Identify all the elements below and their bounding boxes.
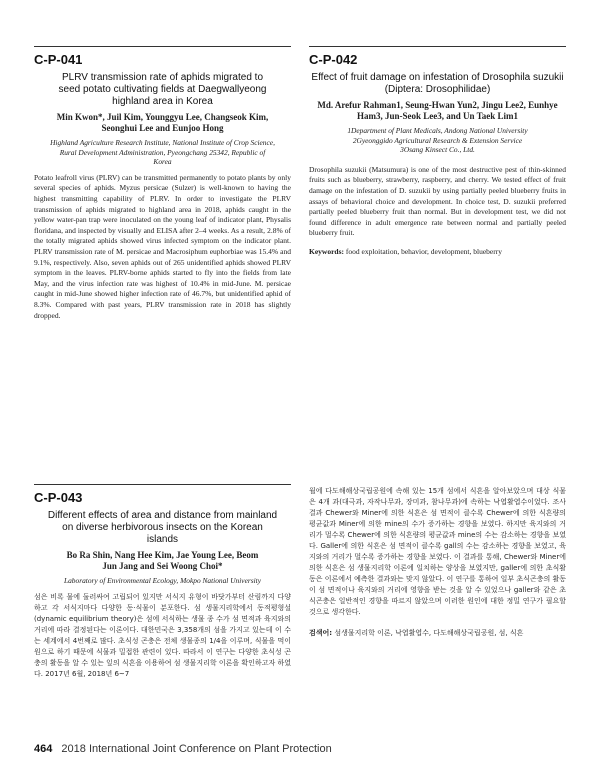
abstract-title-c043: Different effects of area and distance from mainland on diverse herbivorous insects on the Korean islands bbox=[47, 510, 278, 545]
top-left-rule bbox=[34, 46, 291, 47]
abstract-title-c042-line1: Effect of fruit damage on infestation of Drosophila suzukii bbox=[311, 72, 564, 83]
abstract-body-c041: Potato leafroll virus (PLRV) can be transmitted permanently to potato plants by only several species of aphids. Myzus persicae (Sulzer) is well-known to having the highest transmitting capability of PLRV. In order to investigate the PLRV transmission of aphids migrated to highland area in 2018, aphids caught in the yellow water-pan trap were inoculated on the young leaf of indicator plant, Physalis floridana, and inspected by visually and ELISA after 2–4 weeks. As a result, 2.8% of the totally migrated aphids showed virus infected symptom on the indicator plant. PLRV transmission rate of M. persicae and Macrosiphum euphorbiae was 15.4% and 9.1%, respectively. Also, seven aphids out of 265 unidentified aphids showed PLRV symptom in the leaves. PLRV-borne aphids started to fly into the fields from late May, and the virus infection rate was highest of 10.4% in mid-June. M. persicae caught in mid-June showed higher infection rate of 46.7%, but unidentified aphid of 8.3%. Compared with past years, PLRV transmission rate in 2018 has slightly dropped. bbox=[34, 172, 291, 320]
abstract-affiliation-c043: Laboratory of Environmental Ecology, Mokpo National University bbox=[64, 576, 261, 585]
abstract-body-c042: Drosophila suzukii (Matsumura) is one of the most destructive pest of thin-skinned fruits such as blueberry, strawberry, raspberry, and cherry. We tested effect of fruit damage on the infestation of D. suzukii by using partially peeled blueberry fruits in assays of behavioral choice and development. In choice test, D. suzukii preferred partially peeled blueberry fruit than normal. But in development test, we did not found difference in adult emergence rate between normal and partially peeled blueberry fruit. bbox=[309, 164, 566, 238]
abstract-code-c042: C-P-042 bbox=[309, 52, 358, 67]
abstract-c043-continued bbox=[309, 486, 566, 639]
abstract-c043 bbox=[34, 510, 291, 680]
keywords-text: food exploitation, behavior, development, blueberry bbox=[345, 246, 502, 256]
conference-name: 2018 International Joint Conference on Plant Protection bbox=[61, 743, 332, 755]
abstract-c041 bbox=[34, 72, 291, 321]
abstract-keywords-c043 bbox=[309, 628, 566, 639]
affiliation-2: 2Gyeonggido Agricultural Research & Extension Service bbox=[352, 135, 523, 145]
abstract-authors-c041: Min Kwon*, Juil Kim, Younggyu Lee, Changseok Kim, Seonghui Lee and Eunjoo Hong bbox=[56, 112, 269, 133]
top-right-rule bbox=[309, 46, 566, 47]
page-footer bbox=[34, 743, 332, 755]
abstract-body-c043-right: 월에 다도해해상국립공원에 속해 있는 15개 섬에서 식흔을 알아보았으며 대상 식물은 4개 과(대극과, 자작나무과, 장미과, 참나무과)에 속하는 낙엽활엽수이었다. 조사결과 Chewer와 Miner에 의한 식흔은 섬 면적이 클수록 Chewer에 의한 식흔량의 평균값과 Miner에 의한 mine의 수가 증가하는 경향을 보였다. 하지만 육지와의 거리가 멀수록 Chewer에 의한 식흔량의 평균값과 mine의 수는 감소하는 경향을 보였다. Galler에 의한 식흔은 섬 면적이 클수록 gall의 수는 감소하는 경향을 보였고, 육지와의 거리가 멀수록 증가하는 경향을 보였다. 이 결과를 통해, Chewer와 Miner에 의한 식흔은 섬 생물지리학 이론에 일치하는 양상을 보였지만, galler에 의한 초식활동은 이론에서 예측한 결과와는 맞지 않았다. 이 연구를 통하여 일부 초식곤충의 활동이 섬 면적이나 육지와의 거리에 영향을 받는 것을 알 수 있었으나 galler와 같은 초식곤충은 일반적인 경향을 따르지 않았으며 이러한 원인에 대한 정밀 연구가 필요할 것으로 생각한다. bbox=[309, 487, 566, 616]
abstract-code-c043: C-P-043 bbox=[34, 490, 83, 505]
keywords-text-ko: 섬생물지리학 이론, 낙엽활엽수, 다도해해상국립공원, 섬, 식흔 bbox=[334, 629, 524, 637]
abstract-title-c042-line2: (Diptera: Drosophilidae) bbox=[384, 84, 491, 95]
abstract-authors-c042: Md. Arefur Rahman1, Seung-Hwan Yun2, Jingu Lee2, Eunhye Ham3, Jun-Seok Lee3, and Un Taek Lim1 bbox=[317, 100, 558, 121]
abstract-c042 bbox=[309, 72, 566, 258]
page-number: 464 bbox=[34, 743, 53, 755]
abstract-code-c041: C-P-041 bbox=[34, 52, 83, 67]
mid-left-rule bbox=[34, 484, 291, 485]
keywords-label-ko: 검색어: bbox=[309, 629, 333, 637]
abstract-title-c041: PLRV transmission rate of aphids migrated to seed potato cultivating fields at Daegwallyeong highland area in Korea bbox=[58, 72, 267, 107]
abstract-body-c043-left: 섬은 비록 물에 둘러싸여 고립되어 있지만 서식지 유형이 바닷가부터 산림까지 다양하고 각 서식지마다 다양한 동·식물이 분포한다. 섬 생물지리학에서 동적평형설(dynamic equilibrium theory)은 섬에 서식하는 생물 종 수가 섬 면적과 육지와의 거리에 따라 결정된다는 이론이다. 대한민국은 3,358개의 섬을 가지고 있는데 이 수는 세계에서 4번째로 많다. 초식성 곤충은 전체 생물종의 1/4을 이루며, 식물을 먹이원으로 하기 때문에 식물과 밀접한 관련이 있다. 따라서 이 연구는 다양한 초식성 곤충의 활동을 알 수 있는 잎의 식흔을 이용하여 섬 생물지리학 이론을 확인하고자 하였다. 2017년 6월, 2018년 6~7 bbox=[34, 592, 291, 678]
abstract-authors-c043: Bo Ra Shin, Nang Hee Kim, Jae Young Lee, Beom Jun Jang and Sei Woong Choi* bbox=[66, 550, 259, 571]
abstract-affiliation-c041: Highland Agriculture Research Institute, National Institute of Crop Science, Rural Development Administration, Pyeongchang 25342, Republic of Korea bbox=[50, 138, 275, 167]
affiliation-1: 1Department of Plant Medicals, Andong National University bbox=[347, 126, 528, 135]
abstract-affiliation-c042 bbox=[309, 126, 566, 155]
keywords-label: Keywords: bbox=[309, 246, 344, 256]
abstract-keywords-c042 bbox=[309, 247, 566, 258]
abstract-title-c042 bbox=[309, 72, 566, 96]
affiliation-3: 3Osang Kinsect Co., Ltd. bbox=[400, 145, 475, 155]
